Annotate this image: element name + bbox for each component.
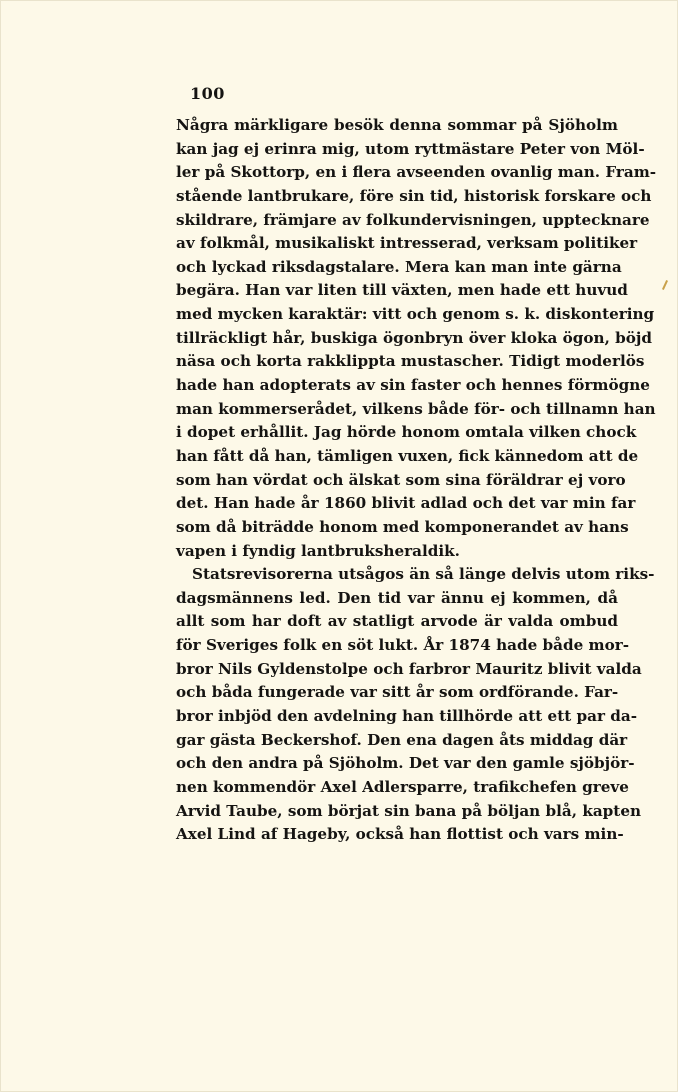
text-line: dagsmännens led. Den tid var ännu ej kommen, då [176,588,618,607]
text-line: gar gästa Beckershof. Den ena dagen åts middag där [176,730,628,749]
text-line: bror Nils Gyldenstolpe och farbror Mauritz blivit valda [176,659,642,678]
text-line: som han vördat och älskat som sina föräldrar ej voro [176,470,626,489]
text-line: i dopet erhållit. Jag hörde honom omtala vilken chock [176,423,637,442]
page-number: 100 [190,84,225,103]
text-line: Statsrevisorerna utsågos än så länge delvis utom riks- [192,565,655,584]
text-line: bror inbjöd den avdelning han tillhörde att ett par da- [176,707,638,726]
text-line: hade han adopterats av sin faster och hennes förmögne [176,376,650,395]
text-line: begära. Han var liten till växten, men hade ett huvud [176,281,628,300]
text-line: nen kommendör Axel Adlersparre, trafikchefen greve [176,777,629,796]
text-line: Axel Lind af Hageby, också han flottist och vars min- [176,825,624,844]
text-line: vapen i fyndig lantbruksheraldik. [176,541,460,560]
text-line: skildrare, främjare av folkundervisningen, upptecknare [176,210,650,229]
text-line: av folkmål, musikaliskt intresserad, verksam politiker [176,234,638,253]
text-line: stående lantbrukare, före sin tid, historisk forskare och [176,186,652,205]
text-line: och den andra på Sjöholm. Det var den gamle sjöbjör- [176,754,635,773]
text-line: Några märkligare besök denna sommar på Sjöholm [176,116,618,134]
text-line: ler på Skottorp, en i flera avseenden ovanlig man. Fram- [176,163,657,182]
text-line: Arvid Taube, som börjat sin bana på böljan blå, kapten [176,801,642,820]
text-line: för Sveriges folk en söt lukt. År 1874 hade både mor- [176,636,630,655]
text-line: det. Han hade år 1860 blivit adlad och det var min far [176,494,636,513]
body-text [176,114,657,847]
margin-pencil-mark [662,280,668,290]
text-line: tillräckligt hår, buskiga ögonbryn över kloka ögon, böjd [176,328,653,347]
text-line: näsa och korta rakklippta mustascher. Tidigt moderlös [176,352,645,371]
text-line: och båda fungerade var sitt år som ordförande. Far- [176,683,619,702]
text-line: han fått då han, tämligen vuxen, fick kännedom att de [176,446,639,465]
text-line: man kommerserådet, vilkens både för- och tillnamn han [176,399,656,418]
text-line: med mycken karaktär: vitt och genom s. k. diskontering [176,305,655,324]
text-line: och lyckad riksdagstalare. Mera kan man inte gärna [176,257,622,276]
text-line: som då biträdde honom med komponerandet av hans [176,517,629,536]
text-line: kan jag ej erinra mig, utom ryttmästare Peter von Möl- [176,139,645,158]
text-line: allt som har doft av statligt arvode är valda ombud [176,612,618,631]
